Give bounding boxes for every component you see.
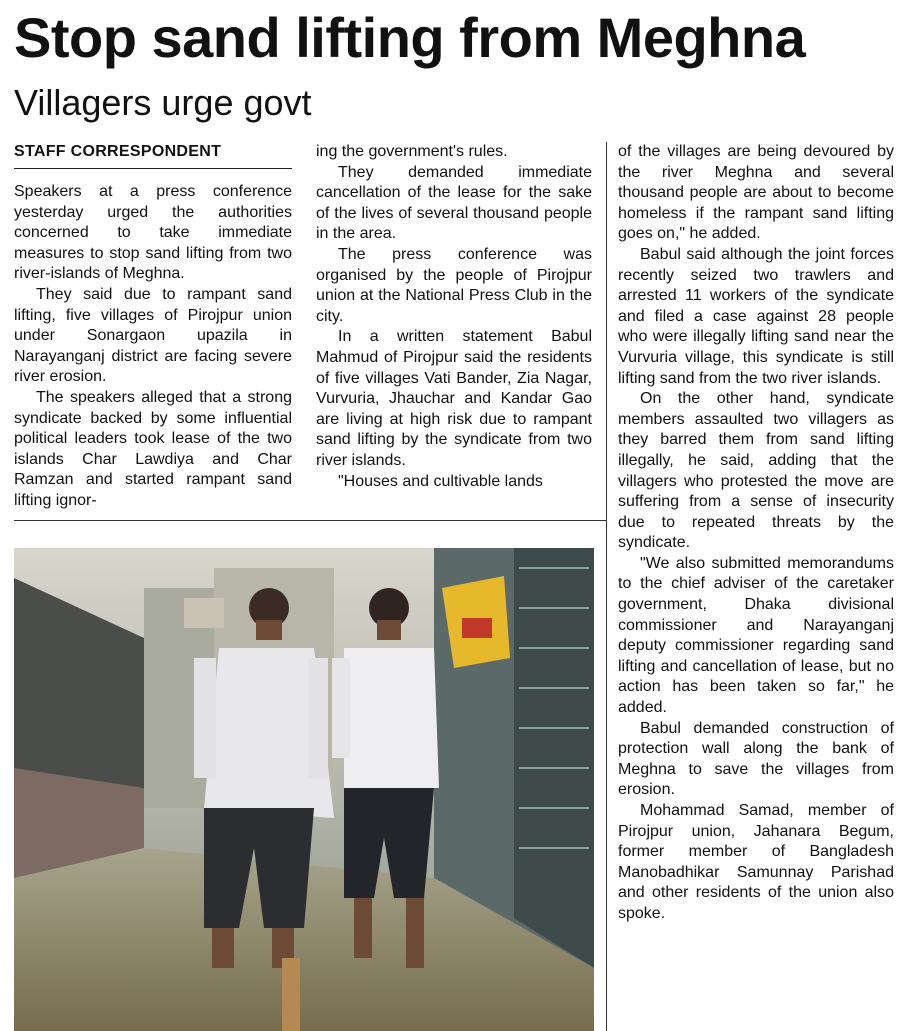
column-1 — [14, 182, 292, 512]
paragraph: "We also submitted memorandums to the chief adviser of the caretaker government, Dhaka divisional commissioner and Narayanganj deputy commissioner regarding sand lifting and cancellation of lease, but no action has been taken so far," he added. — [618, 554, 894, 717]
byline: STAFF CORRESPONDENT — [14, 142, 292, 169]
paragraph: Mohammad Samad, member of Pirojpur union, Jahanara Begum, former member of Bangladesh Manobadhikar Samunnay Parishad and other residents of the union also spoke. — [618, 802, 894, 922]
paragraph: In a written statement Babul Mahmud of Pirojpur said the residents of five villages Vati Bander, Zia Nagar, Vurvuria, Jhauchar and Kandar Gao are living at high risk due to rampant sand lifting by the syndicate from two river islands. — [316, 328, 592, 469]
paragraph: of the villages are being devoured by the river Meghna and several thousand people are about to become homeless if the rampant sand lifting goes on," he added. — [618, 143, 894, 243]
paragraph: Babul demanded construction of protection wall along the bank of Meghna to save the villages from erosion. — [618, 719, 894, 799]
column-rule — [606, 142, 607, 1031]
subheadline: Villagers urge govt — [14, 82, 312, 123]
paragraph: On the other hand, syndicate members assaulted two villagers as they barred them from sand lifting illegally, he said, adding that the villagers who protested the move are suffering from a sense of insecurity due to repeated threats by the syndicate. — [618, 390, 894, 552]
paragraph: The press conference was organised by the people of Pirojpur union at the National Press Club in the city. — [316, 245, 592, 325]
paragraph: They said due to rampant sand lifting, five villages of Pirojpur union under Sonargaon upazila in Narayanganj district are facing severe river erosion. — [14, 285, 292, 386]
photo-rule — [14, 520, 606, 521]
paragraph: Babul said although the joint forces recently seized two trawlers and arrested 11 workers of the syndicate and filed a case against 28 people who were illegally lifting sand near the Vurvuria village, this syndicate is still lifting sand from the two river islands. — [618, 245, 894, 387]
paragraph: ing the government's rules. — [316, 143, 508, 160]
column-2 — [316, 142, 592, 492]
column-3 — [618, 142, 894, 925]
paragraph: Speakers at a press conference yesterday urged the authorities concerned to take immediate measures to stop sand lifting from two river-islands of Meghna. — [14, 183, 292, 283]
news-photo — [14, 548, 594, 1031]
paragraph: The speakers alleged that a strong syndicate backed by some influential political leaders took lease of the two islands Char Lawdiya and Char Ramzan and started rampant sand lifting ignor- — [14, 388, 292, 509]
headline: Stop sand lifting from Meghna — [14, 6, 806, 69]
paragraph: They demanded immediate cancellation of the lease for the sake of the lives of several thousand people in the area. — [316, 163, 592, 243]
paragraph: "Houses and cultivable lands — [338, 472, 543, 490]
